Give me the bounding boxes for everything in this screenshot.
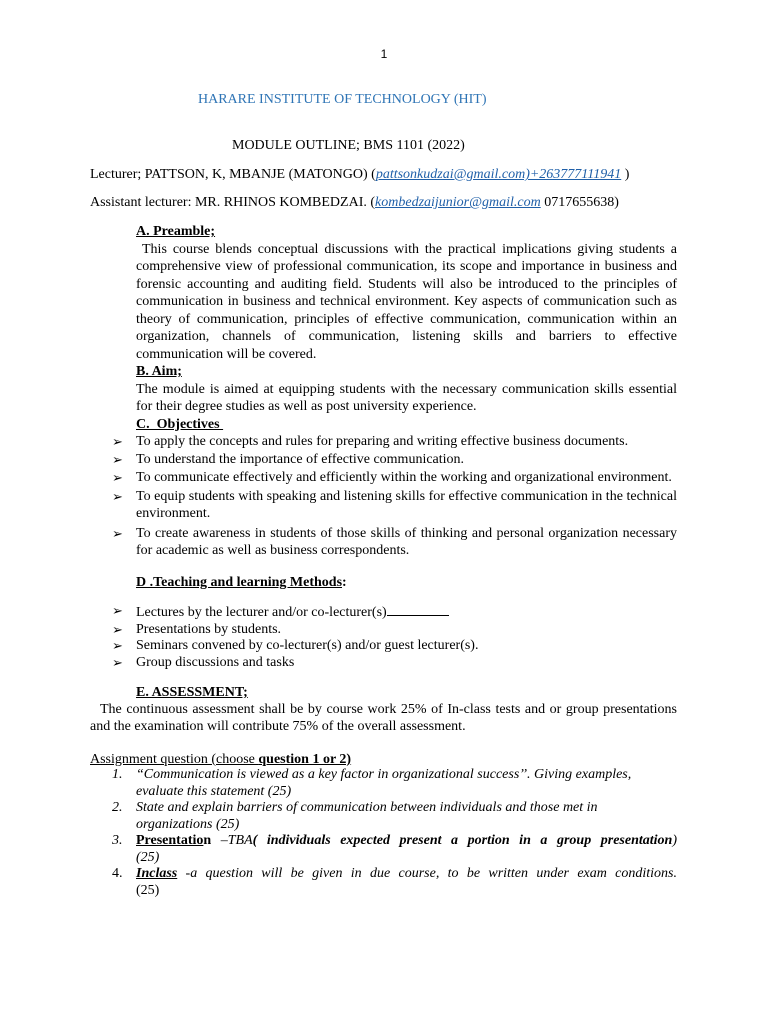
arrow-bullet-icon: ➢ <box>112 638 123 653</box>
question-item <box>112 866 677 899</box>
list-item: ➢ To communicate effectively and efficiently within the working and organizational environment. <box>112 470 672 485</box>
methods-heading-colon: : <box>342 575 347 590</box>
list-item: ➢ Lectures by the lecturer and/or co-lecturer(s) <box>112 603 677 622</box>
question-number: 3. <box>112 833 123 848</box>
question-marks: (25) <box>136 849 160 865</box>
presentation-description: ( individuals expected present a portion in a group presentation <box>252 833 673 848</box>
assignment-questions <box>112 767 677 899</box>
list-item: ➢ To equip students with speaking and listening skills for effective communication in the technical environment. <box>112 488 677 521</box>
module-outline-title: MODULE OUTLINE; BMS 1101 (2022) <box>232 138 465 153</box>
institution-title: HARARE INSTITUTE OF TECHNOLOGY (HIT) <box>198 92 487 107</box>
objectives-heading: C. Objectives <box>136 416 224 432</box>
lecturer-email-link[interactable]: pattsonkudzai@gmail.com)+263777111941 <box>375 167 622 182</box>
lecturer-suffix: ) <box>621 167 630 182</box>
question-item <box>112 767 677 800</box>
assistant-line <box>90 195 619 211</box>
assignment-title-prefix: Assignment question (choose <box>90 752 259 767</box>
objectives-list <box>112 433 677 560</box>
assessment-heading: E. ASSESSMENT; <box>136 685 248 700</box>
assessment-text: The continuous assessment shall be by course work 25% of In-class tests and or group presentations and the examination will contribute 75% of the overall assessment. <box>90 702 677 734</box>
assistant-suffix: 0717655638) <box>540 195 619 210</box>
presentation-label: Presentatio <box>136 833 204 848</box>
list-item: ➢ Presentations by students. <box>112 621 282 637</box>
preamble-text: This course blends conceptual discussions with the practical implications giving students a comprehensive view of professional communication, its scope and importance in business and forensic accounting and auditing field. Students will also be introduced to the principles of communication in business and technical environment. Key aspects of communication such as theory of communication, principles of effective communication, communication within an organization, channels of communication, listening skills and barriers to effective communication will be covered. <box>136 241 677 362</box>
arrow-bullet-icon: ➢ <box>112 488 123 504</box>
list-item: ➢ To apply the concepts and rules for preparing and writing effective business documents. <box>112 434 629 449</box>
aim-heading: B. Aim; <box>136 364 182 379</box>
arrow-bullet-icon: ➢ <box>112 654 123 670</box>
aim-text: The module is aimed at equipping students with the necessary communication skills essential for their degree studies as well as post university experience. <box>136 381 677 414</box>
question-number: 2. <box>112 800 123 815</box>
page-number: 1 <box>380 47 388 61</box>
methods-heading: D .Teaching and learning Methods <box>136 575 343 590</box>
question-number: 4. <box>112 866 123 881</box>
arrow-bullet-icon: ➢ <box>112 621 123 637</box>
question-text: “Communication is viewed as a key factor in organizational success’’. Giving examples, evaluate this statement (25) <box>136 767 632 799</box>
preamble-section <box>136 223 677 433</box>
arrow-bullet-icon: ➢ <box>112 470 123 485</box>
arrow-bullet-icon: ➢ <box>112 451 123 467</box>
assistant-prefix: Assistant lecturer: MR. RHINOS KOMBEDZAI. ( <box>90 195 376 210</box>
list-item: ➢ To create awareness in students of those skills of thinking and personal organization necessary for academic as well as business correspondents. <box>112 525 677 558</box>
blank-line <box>387 603 449 616</box>
lecturer-prefix: Lecturer; PATTSON, K, MBANJE (MATONGO) ( <box>90 167 376 182</box>
arrow-bullet-icon: ➢ <box>112 603 123 618</box>
arrow-bullet-icon: ➢ <box>112 434 123 449</box>
question-number: 1. <box>112 767 123 782</box>
question-marks: (25) <box>136 882 160 898</box>
assistant-email-link[interactable]: kombedzaijunior@gmail.com <box>375 195 541 210</box>
question-text: State and explain barriers of communication between individuals and those met in organizations (25) <box>136 800 598 832</box>
question-item <box>112 800 677 833</box>
assignment-title-bold: question 1 or 2) <box>258 752 352 767</box>
preamble-heading: A. Preamble; <box>136 224 216 239</box>
arrow-bullet-icon: ➢ <box>112 525 123 541</box>
list-item: ➢ Group discussions and tasks <box>112 654 295 670</box>
inclass-label: Inclass <box>136 866 178 881</box>
list-item: ➢ To understand the importance of effective communication. <box>112 451 465 467</box>
assignment-title <box>90 752 351 768</box>
list-item: ➢ Seminars convened by co-lecturer(s) and/or guest lecturer(s). <box>112 638 479 653</box>
methods-heading-line <box>136 575 347 591</box>
question-item: 3. Presentation –TBA( individuals expected present a portion in a group presentation) (25) <box>112 833 677 865</box>
inclass-text: -a question will be given in due course, to be written under exam conditions. <box>177 866 677 881</box>
lecturer-line <box>90 167 629 183</box>
methods-list <box>112 603 677 671</box>
